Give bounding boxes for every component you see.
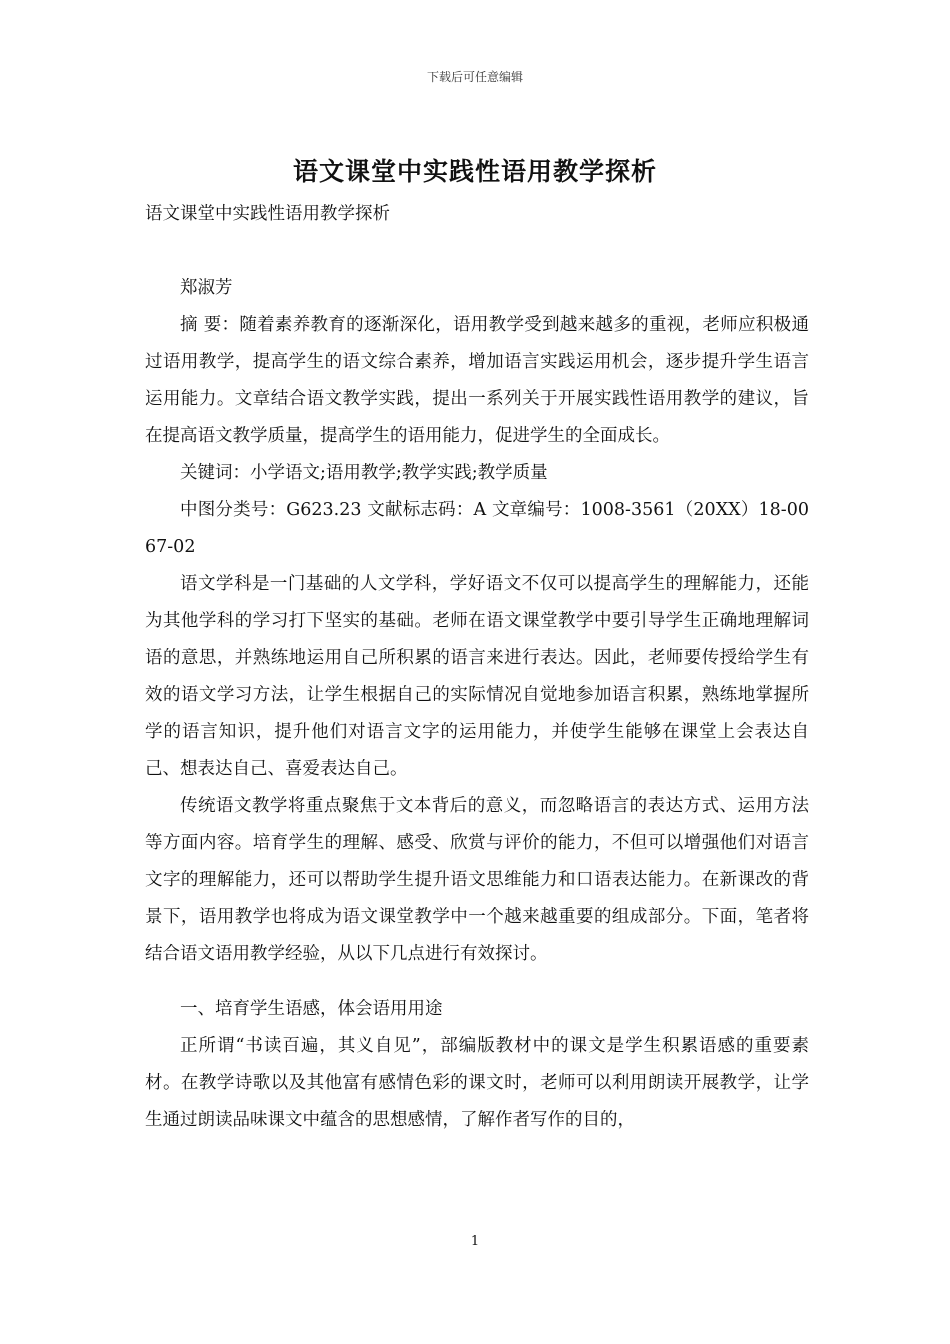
document-body [145, 270, 809, 1139]
section-paragraph: 正所谓“书读百遍，其义自见”，部编版教材中的课文是学生积累语感的重要素材。在教学诗歌以及其他富有感情色彩的课文时，老师可以利用朗读开展教学，让学生通过朗读品味课文中蕴含的思想感情，了解作者写作的目的， [145, 1036, 809, 1130]
document-title: 语文课堂中实践性语用教学探析 [292, 157, 657, 186]
header-note: 下载后可任意编辑 [426, 70, 523, 84]
section-heading: 一、培育学生语感，体会语用用途 [180, 999, 443, 1019]
body-paragraph: 传统语文教学将重点聚焦于文本背后的意义，而忽略语言的表达方式、运用方法等方面内容。培育学生的理解、感受、欣赏与评价的能力，不但可以增强他们对语言文字的理解能力，还可以帮助学生提升语文思维能力和口语表达能力。在新课改的背景下，语用教学也将成为语文课堂教学中一个越来越重要的组成部分。下面，笔者将结合语文语用教学经验，从以下几点进行有效探讨。 [145, 796, 809, 964]
page-number: 1 [470, 1234, 480, 1249]
classification-line: 中图分类号：G623.23 文献标志码：A 文章编号：1008-3561（20XX）18-0067-02 [145, 500, 809, 557]
author-line: 郑淑芳 [180, 278, 233, 298]
abstract-paragraph: 摘 要：随着素养教育的逐渐深化，语用教学受到越来越多的重视，老师应积极通过语用教学，提高学生的语文综合素养，增加语言实践运用机会，逐步提升学生语言运用能力。文章结合语文教学实践，提出一系列关于开展实践性语用教学的建议，旨在提高语文教学质量，提高学生的语用能力，促进学生的全面成长。 [145, 315, 809, 446]
keywords-line: 关键词：小学语文;语用教学;教学实践;教学质量 [180, 463, 548, 483]
document-subtitle: 语文课堂中实践性语用教学探析 [145, 204, 390, 224]
body-paragraph: 语文学科是一门基础的人文学科，学好语文不仅可以提高学生的理解能力，还能为其他学科的学习打下坚实的基础。老师在语文课堂教学中要引导学生正确地理解词语的意思，并熟练地运用自己所积累的语言来进行表达。因此，老师要传授给学生有效的语文学习方法，让学生根据自己的实际情况自觉地参加语言积累，熟练地掌握所学的语言知识，提升他们对语言文字的运用能力，并使学生能够在课堂上会表达自己、想表达自己、喜爱表达自己。 [145, 574, 809, 779]
